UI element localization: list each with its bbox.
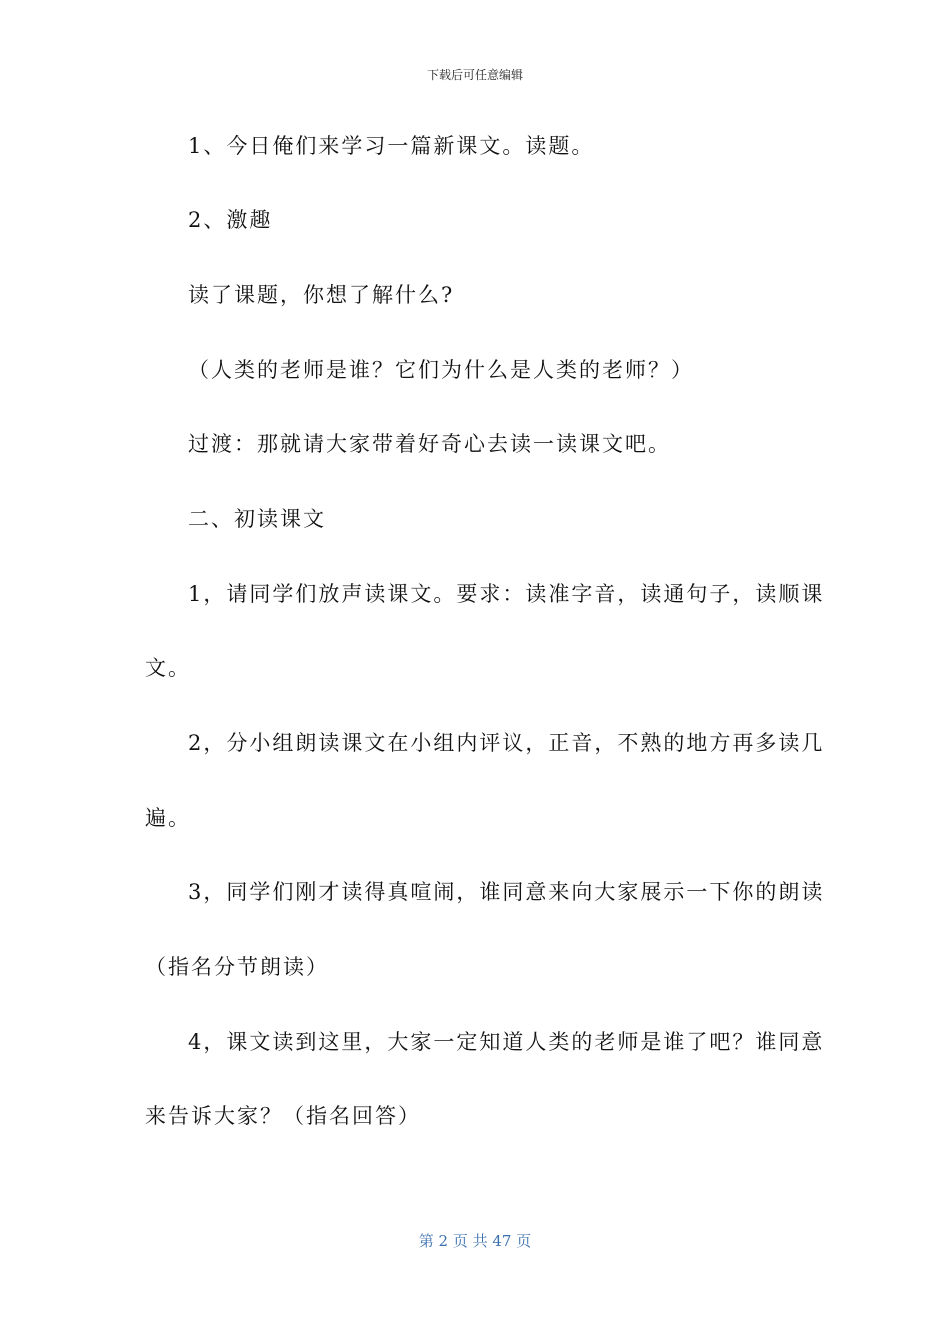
paragraph-line: 遍。 <box>145 806 191 830</box>
section-heading: 二、初读课文 <box>188 507 326 531</box>
paragraph-line: （指名分节朗读） <box>145 955 329 979</box>
paragraph-line: 过渡：那就请大家带着好奇心去读一读课文吧。 <box>188 432 671 456</box>
paragraph-line: 读了课题，你想了解什么? <box>188 283 455 307</box>
paragraph-line: （人类的老师是谁？它们为什么是人类的老师？） <box>188 358 694 382</box>
paragraph-line: 2、激趣 <box>188 208 273 232</box>
paragraph-line: 1、今日俺们来学习一篇新课文。读题。 <box>188 134 595 158</box>
paragraph-line: 2，分小组朗读课文在小组内评议，正音，不熟的地方再多读几 <box>188 731 825 755</box>
page-footer: 第 2 页 共 47 页 <box>418 1232 532 1250</box>
paragraph-line: 1，请同学们放声读课文。要求：读准字音，读通句子，读顺课 <box>188 582 825 606</box>
paragraph-line: 4，课文读到这里，大家一定知道人类的老师是谁了吧？谁同意 <box>188 1030 825 1054</box>
paragraph-line: 文。 <box>145 656 191 680</box>
paragraph-line: 来告诉大家？（指名回答） <box>145 1104 421 1128</box>
paragraph-line: 3，同学们刚才读得真喧闹，谁同意来向大家展示一下你的朗读 <box>188 880 825 904</box>
page-header: 下载后可任意编辑 <box>426 68 523 82</box>
